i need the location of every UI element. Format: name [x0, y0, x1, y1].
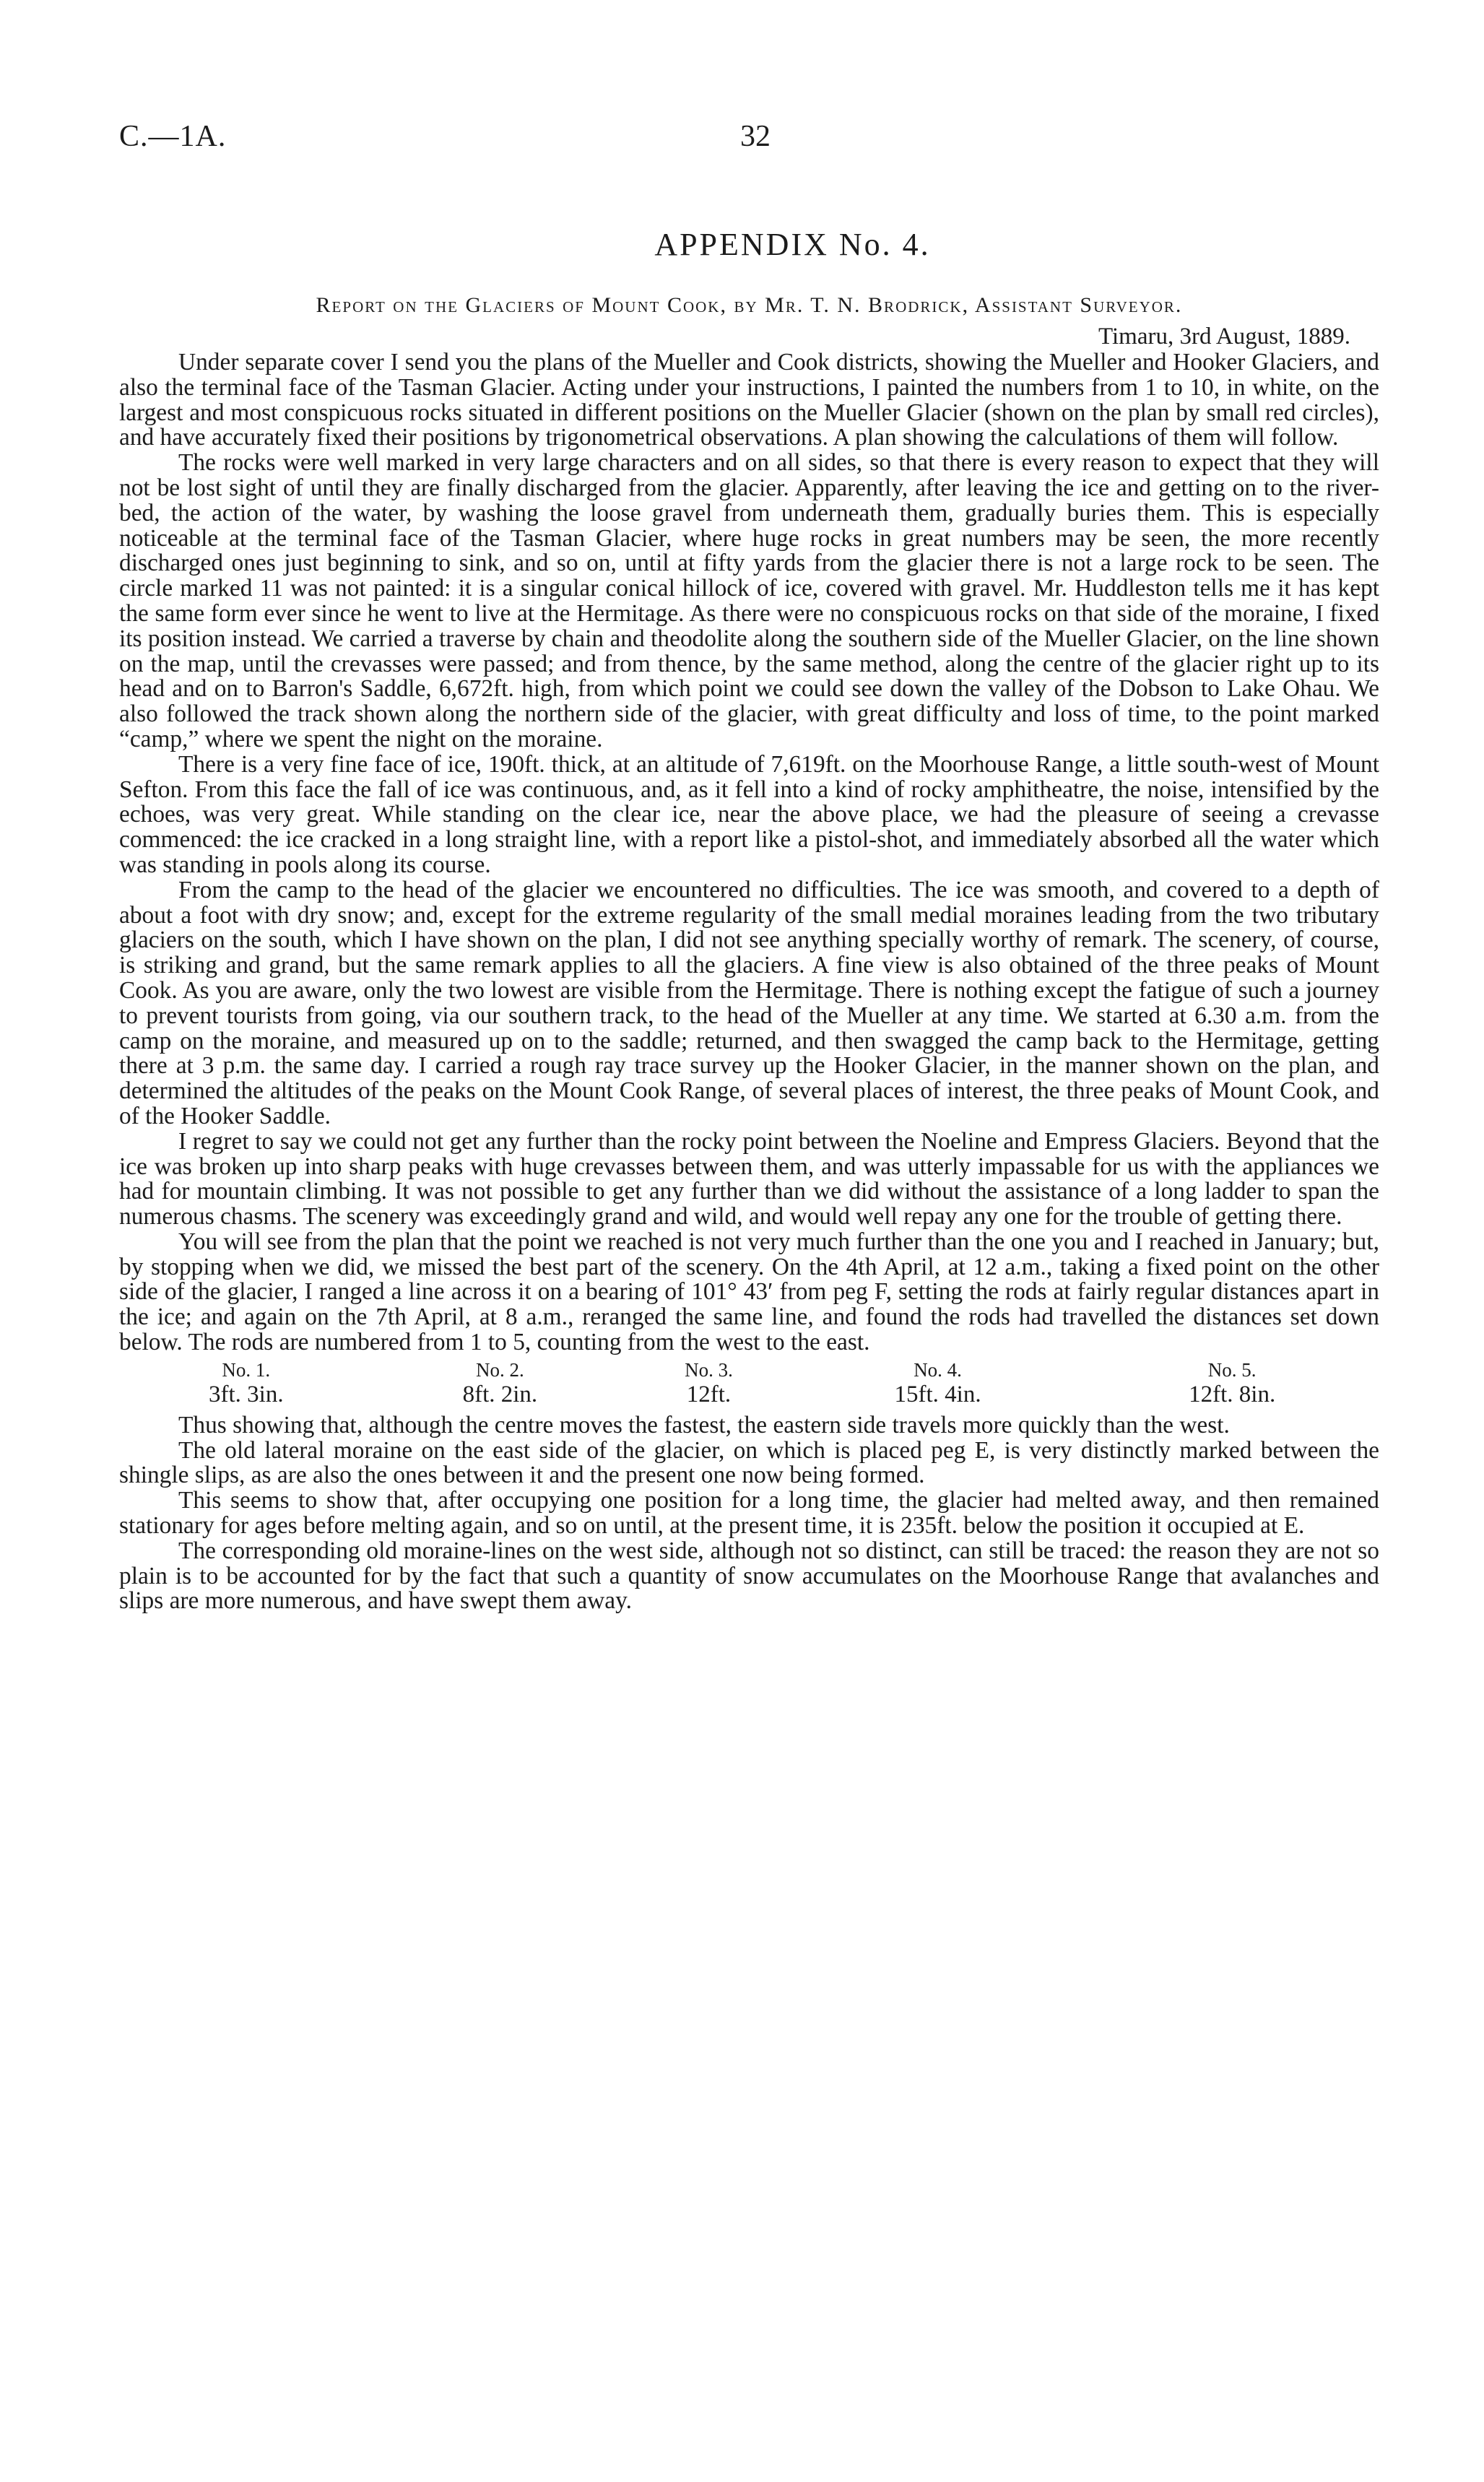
rod-number-row [119, 1358, 1379, 1381]
paragraph: I regret to say we could not get any further than the rocky point between the Noeline and Empress Glaciers. Beyond that the ice was broken up into sharp peaks with huge crevasses between them, and was utterly impassable for us with the appliances we had for mountain climbing. It was not possible to get any further than we did without the assistance of a long ladder to span the numerous chasms. The scenery was exceedingly grand and wild, and would well repay any one for the trouble of getting there. [119, 1127, 1379, 1231]
appendix-title: APPENDIX No. 4. [654, 227, 931, 262]
rod-number: No. 3. [685, 1358, 733, 1381]
paragraph: The rocks were well marked in very large characters and on all sides, so that there is every reason to expect that they will not be lost sight of until they are finally discharged from the glacier. Apparently, after leaving the ice and getting on to the river-bed, the action of the water, by washing the loose gravel from underneath them, gradually buries them. This is especially noticeable at the terminal face of the Tasman Glacier, where huge rocks in great numbers may be seen, the more recently discharged ones just beginning to sink, and so on, until at fifty yards from the glacier there is not a large rock to be seen. The circle marked 11 was not painted: it is a singular conical hillock of ice, covered with gravel. Mr. Huddleston tells me it has kept the same form ever since he went to live at the Hermitage. As there were no conspicuous rocks on that side of the moraine, I fixed its position instead. We carried a traverse by chain and theodolite along the southern side of the Mueller Glacier, on the line shown on the map, until the crevasses were passed; and from thence, by the same method, along the centre of the glacier right up to its head and on to Barron's Saddle, 6,672ft. high, from which point we could see down the valley of the Dobson to Lake Ohau. We also followed the track shown along the northern side of the glacier, with great difficulty and loss of time, to the point marked “camp,” where we spent the night on the moraine. [119, 449, 1379, 752]
rod-number: No. 2. [476, 1358, 524, 1381]
rod-distance: 12ft. 8in. [1189, 1381, 1276, 1407]
rod-distance-row [119, 1381, 1379, 1407]
paragraph: The corresponding old moraine-lines on the west side, although not so distinct, can still be traced: the reason they are not so plain is to be accounted for by the fact that such a quantity of snow accumulates on the Moorhouse Range that avalanches and slips are more numerous, and have swept them away. [119, 1537, 1379, 1615]
report-body [119, 350, 1379, 1614]
rod-number: No. 1. [222, 1358, 271, 1381]
paragraph: There is a very fine face of ice, 190ft. thick, at an altitude of 7,619ft. on the Moorhouse Range, a little south-west of Mount Sefton. From this face the fall of ice was continuous, and, as it fell into a kind of rocky amphitheatre, the noise, intensified by the echoes, was very great. While standing on the clear ice, near the above place, we had the pleasure of seeing a crevasse commenced: the ice cracked in a long straight line, with a report like a pistol-shot, and immediately absorbed all the water which was standing in pools along its course. [119, 750, 1379, 878]
rod-number: No. 5. [1207, 1358, 1257, 1381]
rod-distance-table [119, 1358, 1379, 1407]
rod-distance: 12ft. [686, 1381, 732, 1407]
dateline: Timaru, 3rd August, 1889. [1098, 324, 1350, 350]
paragraph: You will see from the plan that the point we reached is not very much further than the one you and I reached in January; but, by stopping when we did, we missed the best part of the scenery. On the 4th April, at 12 a.m., taking a fixed point on the other side of the glacier, I ranged a line across it on a bearing of 101° 43′ from peg F, setting the rods at fairly regular distances apart in the ice; and again on the 7th April, at 8 a.m., reranged the same line, and found the rods had travelled the distances set down below. The rods are numbered from 1 to 5, counting from the west to the east. [119, 1228, 1379, 1356]
page-number: 32 [740, 120, 771, 153]
rod-distance: 8ft. 2in. [462, 1381, 538, 1407]
paragraph: Under separate cover I send you the plans of the Mueller and Cook districts, showing the Mueller and Hooker Glaciers, and also the terminal face of the Tasman Glacier. Acting under your instructions, I painted the numbers from 1 to 10, in white, on the largest and most conspicuous rocks situated in different positions on the Mueller Glacier (shown on the plan by small red circles), and have accurately fixed their positions by trigonometrical observations. A plan showing the calculations of them will follow. [119, 349, 1379, 451]
document-page [119, 119, 1379, 1614]
report-title: Report on the Glaciers of Mount Cook, by Mr. T. N. Brodrick, Assistant Surveyor. [316, 293, 1183, 317]
paragraph: The old lateral moraine on the east side of the glacier, on which is placed peg E, is very distinctly marked between the shingle slips, as are also the ones between it and the present one now being formed. [119, 1436, 1379, 1489]
rod-distance: 3ft. 3in. [209, 1381, 284, 1407]
paragraph: This seems to show that, after occupying one position for a long time, the glacier had melted away, and then remained stationary for ages before melting again, and so on until, at the present time, it is 235ft. below the position it occupied at E. [119, 1487, 1379, 1540]
rod-number: No. 4. [914, 1358, 962, 1381]
document-reference: C.—1A. [119, 120, 227, 153]
paragraph: From the camp to the head of the glacier we encountered no difficulties. The ice was smooth, and covered to a depth of about a foot with dry snow; and, except for the extreme regularity of the small medial moraines leading from the two tributary glaciers on the south, which I have shown on the plan, I did not see anything specially worthy of remark. The scenery, of course, is striking and grand, but the same remark applies to all the glaciers. A fine view is also obtained of the three peaks of Mount Cook. As you are aware, only the two lowest are visible from the Hermitage. There is nothing except the fatigue of such a journey to prevent tourists from going, via our southern track, to the head of the Mueller at any time. We started at 6.30 a.m. from the camp on the moraine, and measured up on to the saddle; returned, and then swagged the camp back to the Hermitage, getting there at 3 p.m. the same day. I carried a rough ray trace survey up the Hooker Glacier, in the manner shown on the plan, and determined the altitudes of the peaks on the Mount Cook Range, of several places of interest, the three peaks of Mount Cook, and of the Hooker Saddle. [119, 876, 1379, 1129]
page-header [119, 119, 1379, 170]
rod-distance: 15ft. 4in. [894, 1381, 981, 1407]
paragraph: Thus showing that, although the centre moves the fastest, the eastern side travels more quickly than the west. [178, 1411, 1230, 1439]
